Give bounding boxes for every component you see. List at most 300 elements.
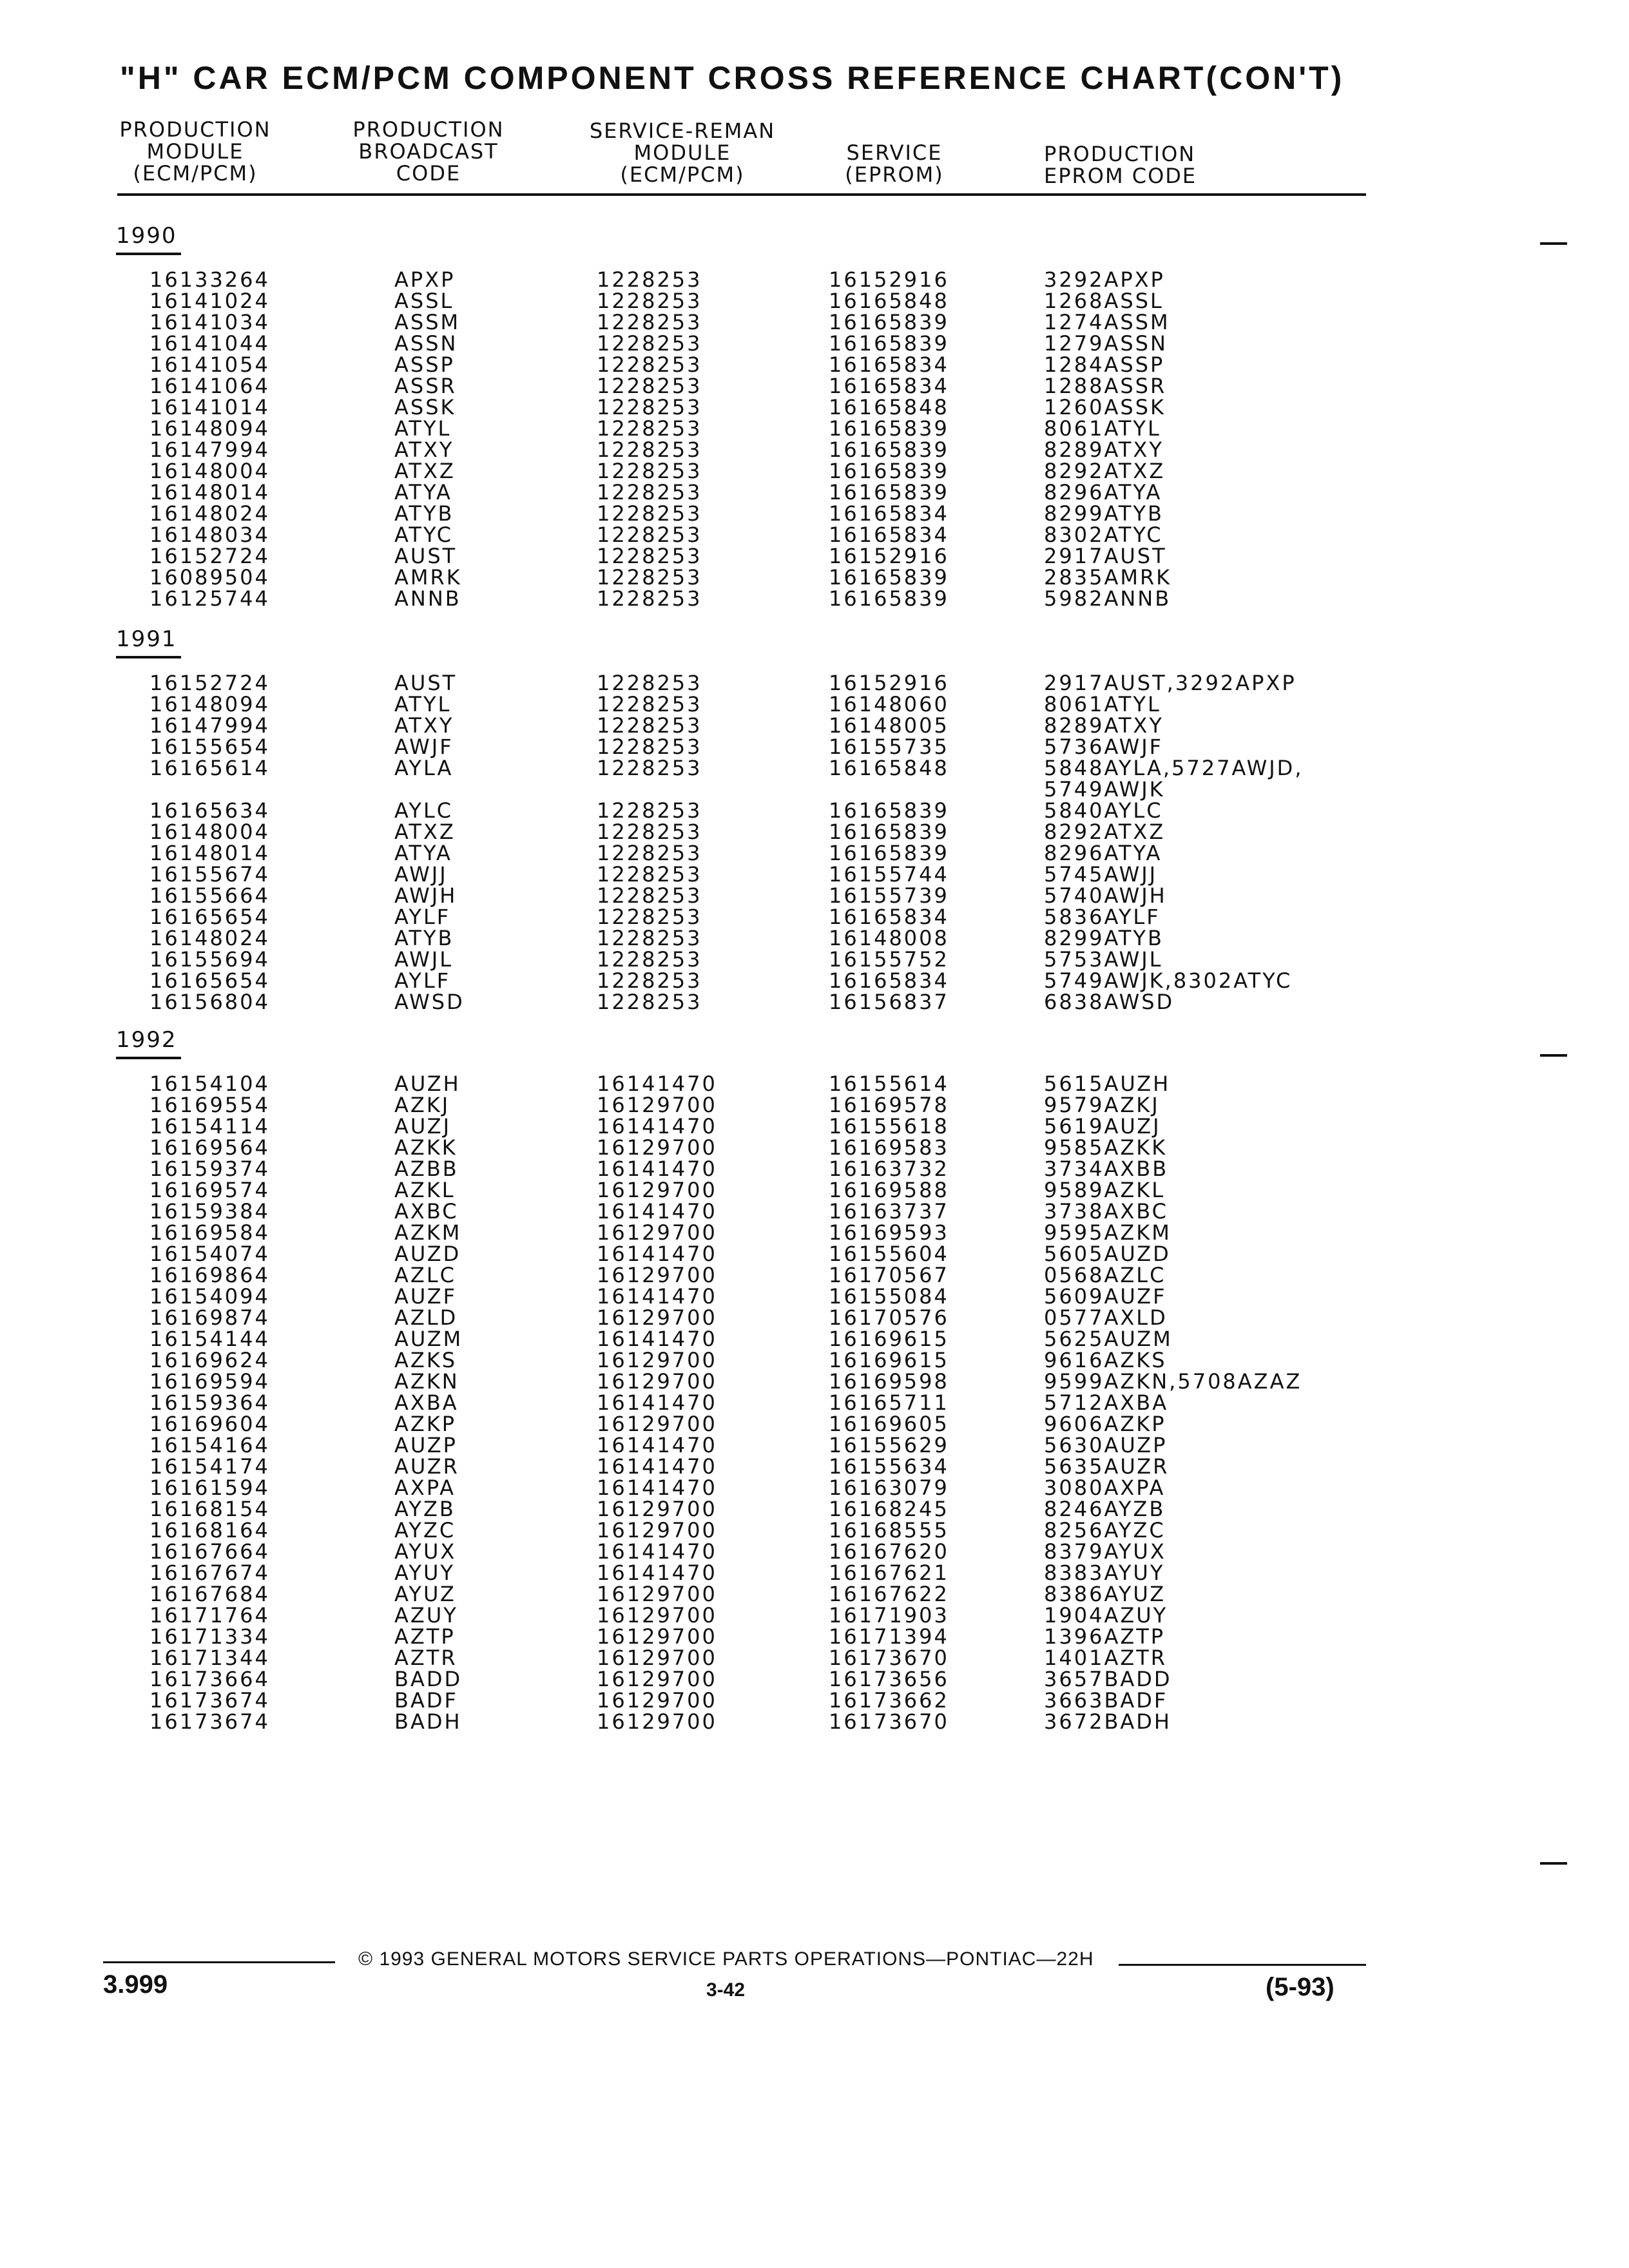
cell-broadcast-code: AXPA: [394, 1475, 456, 1500]
cell-service-reman-module: 1228253: [597, 416, 702, 441]
table-row: [0, 1541, 1629, 1562]
cell-broadcast-code: ATXZ: [394, 820, 456, 844]
cell-broadcast-code: ATXY: [394, 437, 454, 462]
cell-production-module: 16154074: [149, 1242, 270, 1266]
cell-production-eprom-code: 1279ASSN: [1044, 331, 1168, 356]
cell-production-module: 16089504: [149, 565, 270, 590]
cell-broadcast-code: AZTP: [394, 1624, 456, 1649]
cell-broadcast-code: ASSP: [394, 352, 455, 377]
cell-production-module: 16156804: [149, 990, 270, 1014]
cell-service-eprom: 16169605: [829, 1412, 949, 1436]
cell-service-eprom: 16173662: [829, 1688, 949, 1713]
cell-production-module: 16154114: [149, 1114, 270, 1139]
cell-broadcast-code: AWJL: [394, 947, 454, 972]
cell-service-eprom: 16165711: [829, 1390, 949, 1415]
cell-broadcast-code: AYZB: [394, 1497, 456, 1521]
cell-production-eprom-code: 5712AXBA: [1044, 1390, 1169, 1415]
cell-production-module: 16161594: [149, 1475, 270, 1500]
cell-broadcast-code: ASSM: [394, 310, 461, 334]
cell-service-reman-module: 1228253: [597, 905, 702, 929]
cell-service-eprom: 16155084: [829, 1284, 949, 1309]
table-row: [0, 376, 1629, 397]
cell-service-reman-module: 1228253: [597, 565, 702, 590]
cell-production-eprom-code: 9585AZKK: [1044, 1135, 1168, 1160]
cell-production-eprom-code: 5625AUZM: [1044, 1327, 1173, 1351]
cell-service-reman-module: 1228253: [597, 437, 702, 462]
cell-broadcast-code: AUZP: [394, 1433, 458, 1457]
cell-production-eprom-code: 1268ASSL: [1044, 289, 1164, 313]
cell-service-eprom: 16155604: [829, 1242, 949, 1266]
cell-service-eprom: 16170576: [829, 1305, 949, 1330]
cell-service-reman-module: 16141470: [597, 1284, 717, 1309]
cell-production-module: 16148024: [149, 926, 270, 950]
cell-broadcast-code: ATYB: [394, 501, 454, 526]
footer-page-number: 3-42: [706, 1979, 746, 2001]
cell-service-reman-module: 1228253: [597, 947, 702, 972]
table-row: [0, 1307, 1629, 1329]
cell-production-eprom-code: 5635AUZR: [1044, 1454, 1170, 1479]
table-row: [0, 885, 1629, 907]
cell-broadcast-code: AWJJ: [394, 862, 448, 887]
table-row: [0, 1562, 1629, 1584]
cell-service-reman-module: 1228253: [597, 331, 702, 356]
cell-broadcast-code: AZKN: [394, 1369, 459, 1394]
cell-production-eprom-code: 3672BADH: [1044, 1709, 1171, 1734]
cell-production-eprom-code: 1284ASSP: [1044, 352, 1165, 377]
cell-production-module: 16169574: [149, 1178, 270, 1202]
cell-broadcast-code: APXP: [394, 267, 456, 292]
cell-service-eprom: 16155614: [829, 1072, 949, 1096]
cell-production-module: 16148024: [149, 501, 270, 526]
cell-production-module: 16148014: [149, 841, 270, 865]
cell-service-eprom: 16169598: [829, 1369, 949, 1394]
table-row: [0, 1073, 1629, 1095]
cell-service-eprom: 16165834: [829, 374, 949, 398]
cell-service-eprom: 16165834: [829, 501, 949, 526]
cell-service-reman-module: 16129700: [597, 1624, 717, 1649]
cell-production-module: 16148034: [149, 523, 270, 547]
cell-broadcast-code: ASSL: [394, 289, 454, 313]
cell-service-reman-module: 1228253: [597, 862, 702, 887]
cell-production-module: 16148004: [149, 820, 270, 844]
cell-service-eprom: 16163079: [829, 1475, 949, 1500]
cell-service-reman-module: 1228253: [597, 798, 702, 823]
cell-broadcast-code: ATYL: [394, 692, 452, 716]
cell-service-eprom: 16168245: [829, 1497, 949, 1521]
cell-service-reman-module: 1228253: [597, 374, 702, 398]
cell-broadcast-code: AWJF: [394, 735, 454, 759]
table-row: [0, 970, 1629, 992]
cell-production-module: 16155694: [149, 947, 270, 972]
cell-production-module: 16167684: [149, 1582, 270, 1606]
header-production-broadcast-code: PRODUCTION BROADCAST CODE: [352, 117, 505, 186]
table-row: [0, 1648, 1629, 1669]
table-row: [0, 907, 1629, 928]
cell-service-eprom: 16165848: [829, 756, 949, 780]
table-row: [0, 1435, 1629, 1456]
cell-production-module: 16154174: [149, 1454, 270, 1479]
cell-service-eprom: 16165834: [829, 905, 949, 929]
cell-broadcast-code: ATYC: [394, 523, 454, 547]
cell-service-eprom: 16155629: [829, 1433, 949, 1457]
cell-production-module: 16173674: [149, 1688, 270, 1713]
cell-service-eprom: 16167622: [829, 1582, 949, 1606]
cell-production-eprom-code: 5609AUZF: [1044, 1284, 1167, 1309]
cell-production-module: 16148094: [149, 416, 270, 441]
cell-production-module: 16171764: [149, 1603, 270, 1628]
cell-production-module: 16155674: [149, 862, 270, 887]
cell-production-eprom-code: 8061ATYL: [1044, 416, 1161, 441]
cell-service-reman-module: 16129700: [597, 1603, 717, 1628]
cell-broadcast-code: AWSD: [394, 990, 465, 1014]
table-row: [0, 800, 1629, 822]
table-row: [0, 397, 1629, 418]
cell-service-eprom: 16163737: [829, 1199, 949, 1224]
cell-production-module: 16147994: [149, 713, 270, 738]
cell-production-eprom-code: 5982ANNB: [1044, 586, 1171, 611]
cell-service-eprom: 16165848: [829, 289, 949, 313]
cell-production-eprom-code: 1274ASSM: [1044, 310, 1170, 334]
cell-production-eprom-code: 5630AUZP: [1044, 1433, 1168, 1457]
cell-service-eprom: 16165848: [829, 395, 949, 419]
header-service-reman-module: SERVICE-REMAN MODULE (ECM/PCM): [589, 119, 776, 187]
table-row: [0, 1201, 1629, 1222]
table-row: [0, 269, 1629, 291]
cell-production-module: 16171344: [149, 1646, 270, 1670]
cell-production-eprom-code: 5740AWJH: [1044, 883, 1167, 908]
cell-production-eprom-code: 8386AYUZ: [1044, 1582, 1166, 1606]
cell-production-module: 16169624: [149, 1348, 270, 1372]
cell-service-reman-module: 16129700: [597, 1412, 717, 1436]
table-row: [0, 1520, 1629, 1541]
cell-production-eprom-code: 5619AUZJ: [1044, 1114, 1161, 1139]
cell-broadcast-code: AUZH: [394, 1072, 461, 1096]
cell-broadcast-code: BADH: [394, 1709, 462, 1734]
cell-broadcast-code: AUZR: [394, 1454, 459, 1479]
cell-broadcast-code: AWJH: [394, 883, 458, 908]
cell-service-eprom: 16165839: [829, 331, 949, 356]
cell-service-reman-module: 16129700: [597, 1667, 717, 1691]
cell-service-eprom: 16165834: [829, 352, 949, 377]
table-row: [0, 1116, 1629, 1137]
cell-production-eprom-code: 8299ATYB: [1044, 501, 1164, 526]
cell-service-eprom: 16165839: [829, 480, 949, 505]
cell-production-module: 16147994: [149, 437, 270, 462]
table-row: [0, 567, 1629, 588]
year-heading: 1991: [116, 626, 177, 652]
cell-production-eprom-code: 8302ATYC: [1044, 523, 1163, 547]
cell-service-eprom: 16173656: [829, 1667, 949, 1691]
cell-production-eprom-code: 8289ATXY: [1044, 713, 1164, 738]
cell-broadcast-code: AYUX: [394, 1539, 457, 1564]
cell-service-eprom: 16165834: [829, 523, 949, 547]
cell-broadcast-code: ASSR: [394, 374, 457, 398]
cell-production-module: 16141034: [149, 310, 270, 334]
cell-production-module: 16168164: [149, 1518, 270, 1542]
cell-service-eprom: 16155735: [829, 735, 949, 759]
cell-production-module: 16169864: [149, 1263, 270, 1287]
cell-service-eprom: 16155618: [829, 1114, 949, 1139]
cell-production-module: 16159364: [149, 1390, 270, 1415]
table-row: [0, 1244, 1629, 1265]
cell-production-eprom-code: 8246AYZB: [1044, 1497, 1166, 1521]
cell-production-eprom-code: 8061ATYL: [1044, 692, 1161, 716]
cell-production-eprom-code: 0568AZLC: [1044, 1263, 1166, 1287]
table-row: [0, 1414, 1629, 1435]
table-row: [0, 1158, 1629, 1180]
cell-production-eprom-code: 9599AZKN,5708AZAZ: [1044, 1369, 1302, 1394]
cell-production-eprom-code: 8383AYUY: [1044, 1561, 1165, 1585]
cell-service-eprom: 16169583: [829, 1135, 949, 1160]
cell-broadcast-code: ATYB: [394, 926, 454, 950]
cell-service-reman-module: 1228253: [597, 480, 702, 505]
cell-service-eprom: 16148008: [829, 926, 949, 950]
footer-copyright: © 1993 GENERAL MOTORS SERVICE PARTS OPERATIONS—PONTIAC—22H: [358, 1948, 1094, 1970]
cell-production-eprom-code: 2917AUST: [1044, 544, 1167, 568]
cell-production-module: 16154104: [149, 1072, 270, 1096]
cell-service-reman-module: 16141470: [597, 1327, 717, 1351]
table-row: [0, 1371, 1629, 1392]
cell-production-module: 16165654: [149, 968, 270, 993]
cell-service-reman-module: 1228253: [597, 713, 702, 738]
table-row: [0, 1392, 1629, 1414]
cell-service-reman-module: 16141470: [597, 1157, 717, 1181]
cell-production-module: 16169584: [149, 1220, 270, 1245]
cell-service-reman-module: 1228253: [597, 735, 702, 759]
header-service-eprom: SERVICE (EPROM): [845, 140, 944, 187]
cell-production-eprom-code: 3734AXBB: [1044, 1157, 1169, 1181]
table-row: [0, 694, 1629, 715]
cell-production-module: 16152724: [149, 671, 270, 695]
cell-broadcast-code: AUST: [394, 671, 458, 695]
table-row: [0, 588, 1629, 610]
cell-broadcast-code: AUZF: [394, 1284, 458, 1309]
cell-broadcast-code: BADF: [394, 1688, 458, 1713]
cell-service-eprom: 16155752: [829, 947, 949, 972]
header-production-eprom-code: PRODUCTION EPROM CODE: [1044, 142, 1197, 188]
cell-broadcast-code: ASSN: [394, 331, 458, 356]
margin-mark: [1540, 1054, 1567, 1057]
cell-production-module: 16154164: [149, 1433, 270, 1457]
cell-service-reman-module: 16141470: [597, 1475, 717, 1500]
cell-production-eprom-code: 8296ATYA: [1044, 480, 1162, 505]
cell-service-reman-module: 1228253: [597, 501, 702, 526]
cell-production-eprom-code: 5615AUZH: [1044, 1072, 1171, 1096]
table-row: [0, 758, 1629, 779]
cell-service-reman-module: 16141470: [597, 1242, 717, 1266]
table-row: [0, 1456, 1629, 1477]
cell-service-reman-module: 1228253: [597, 820, 702, 844]
cell-service-eprom: 16171903: [829, 1603, 949, 1628]
table-row: [0, 1584, 1629, 1605]
header-rule: [117, 193, 1366, 196]
cell-production-eprom-code: 1396AZTP: [1044, 1624, 1166, 1649]
footer-date: (5-93): [1266, 1973, 1335, 2001]
cell-broadcast-code: AZKJ: [394, 1093, 450, 1117]
cell-broadcast-code: AZKK: [394, 1135, 458, 1160]
cell-broadcast-code: AUST: [394, 544, 458, 568]
cell-production-module: 16169604: [149, 1412, 270, 1436]
table-row: [0, 524, 1629, 546]
cell-broadcast-code: AUZD: [394, 1242, 461, 1266]
cell-production-module: 16169564: [149, 1135, 270, 1160]
cell-production-module: 16141024: [149, 289, 270, 313]
cell-service-reman-module: 16141470: [597, 1072, 717, 1096]
table-row: [0, 864, 1629, 885]
cell-production-eprom-code: 0577AXLD: [1044, 1305, 1168, 1330]
cell-service-eprom: 16168555: [829, 1518, 949, 1542]
footer-rule-right: [1119, 1964, 1366, 1966]
cell-broadcast-code: ANNB: [394, 586, 461, 611]
table-row: [0, 1222, 1629, 1244]
cell-broadcast-code: ASSK: [394, 395, 456, 419]
cell-production-module: 16155664: [149, 883, 270, 908]
cell-service-eprom: 16165839: [829, 565, 949, 590]
cell-service-reman-module: 16141470: [597, 1454, 717, 1479]
cell-production-eprom-code: 5749AWJK,8302ATYC: [1044, 968, 1293, 993]
cell-broadcast-code: BADD: [394, 1667, 463, 1691]
cell-broadcast-code: AMRK: [394, 565, 462, 590]
cell-service-reman-module: 16129700: [597, 1497, 717, 1521]
cell-service-reman-module: 1228253: [597, 692, 702, 716]
cell-production-module: 16148094: [149, 692, 270, 716]
cell-service-reman-module: 16129700: [597, 1369, 717, 1394]
cell-production-module: 16125744: [149, 586, 270, 611]
cell-service-eprom: 16173670: [829, 1709, 949, 1734]
cell-production-eprom-code: 8289ATXY: [1044, 437, 1164, 462]
table-row: [0, 1137, 1629, 1158]
cell-broadcast-code: AYLA: [394, 756, 454, 780]
cell-production-eprom-code: 9616AZKS: [1044, 1348, 1167, 1372]
year-heading: 1990: [116, 223, 177, 249]
cell-production-module: 16173664: [149, 1667, 270, 1691]
cell-production-eprom-code: 5848AYLA,5727AWJD,: [1044, 756, 1304, 780]
cell-production-eprom-code: 9589AZKL: [1044, 1178, 1166, 1202]
table-row: [0, 928, 1629, 949]
footer-rule-left: [103, 1961, 335, 1963]
cell-broadcast-code: AUZM: [394, 1327, 463, 1351]
cell-service-reman-module: 16129700: [597, 1518, 717, 1542]
cell-service-eprom: 16148005: [829, 713, 949, 738]
cell-service-eprom: 16167620: [829, 1539, 949, 1564]
footer-copyright-line: [103, 1948, 1366, 1974]
cell-broadcast-code: AYLF: [394, 968, 451, 993]
cell-service-eprom: 16152916: [829, 267, 949, 292]
cell-production-eprom-code: 5836AYLF: [1044, 905, 1161, 929]
table-row: [0, 1265, 1629, 1286]
cell-broadcast-code: AZTR: [394, 1646, 458, 1670]
cell-production-eprom-code: 8292ATXZ: [1044, 459, 1166, 483]
table-row: [0, 715, 1629, 736]
cell-service-eprom: 16156837: [829, 990, 949, 1014]
cell-production-eprom-code: 2917AUST,3292APXP: [1044, 671, 1296, 695]
cell-production-eprom-code: 1260ASSK: [1044, 395, 1166, 419]
footer-section-number: 3.999: [103, 1970, 168, 1999]
cell-production-eprom-code: 1288ASSR: [1044, 374, 1167, 398]
cell-service-eprom: 16165839: [829, 820, 949, 844]
cell-production-module: 16169874: [149, 1305, 270, 1330]
cell-service-eprom: 16165839: [829, 841, 949, 865]
cell-service-eprom: 16155634: [829, 1454, 949, 1479]
cell-service-reman-module: 1228253: [597, 289, 702, 313]
table-row: [0, 354, 1629, 376]
cell-service-reman-module: 16141470: [597, 1199, 717, 1224]
cell-service-reman-module: 1228253: [597, 841, 702, 865]
table-row: [0, 291, 1629, 312]
cell-production-module: 16141014: [149, 395, 270, 419]
cell-production-module: 16168154: [149, 1497, 270, 1521]
cell-service-eprom: 16170567: [829, 1263, 949, 1287]
cell-service-reman-module: 16129700: [597, 1263, 717, 1287]
cell-production-eprom-code: 9606AZKP: [1044, 1412, 1166, 1436]
cell-service-reman-module: 16129700: [597, 1646, 717, 1670]
cell-service-reman-module: 16129700: [597, 1709, 717, 1734]
cell-broadcast-code: AUZJ: [394, 1114, 452, 1139]
cell-service-eprom: 16173670: [829, 1646, 949, 1670]
cell-service-reman-module: 1228253: [597, 990, 702, 1014]
cell-production-eprom-code: 9579AZKJ: [1044, 1093, 1160, 1117]
cell-production-eprom-code: 8292ATXZ: [1044, 820, 1166, 844]
table-row: [0, 1669, 1629, 1690]
table-row: [0, 439, 1629, 461]
cell-production-module: 16141064: [149, 374, 270, 398]
table-row: [0, 1690, 1629, 1711]
cell-service-eprom: 16155744: [829, 862, 949, 887]
cell-production-module: 16171334: [149, 1624, 270, 1649]
cell-production-module: 16159384: [149, 1199, 270, 1224]
table-row: [0, 1329, 1629, 1350]
cell-service-reman-module: 16141470: [597, 1561, 717, 1585]
cell-service-eprom: 16152916: [829, 671, 949, 695]
cell-broadcast-code: AZUY: [394, 1603, 458, 1628]
cell-production-eprom-code: 6838AWSD: [1044, 990, 1175, 1014]
cell-production-module: 16165634: [149, 798, 270, 823]
cell-production-eprom-code: 3080AXPA: [1044, 1475, 1166, 1500]
cell-broadcast-code: AZKM: [394, 1220, 462, 1245]
cell-production-module: 16173674: [149, 1709, 270, 1734]
cell-service-reman-module: 1228253: [597, 395, 702, 419]
table-row: [0, 822, 1629, 843]
cell-production-eprom-code: 8299ATYB: [1044, 926, 1164, 950]
cell-broadcast-code: AXBC: [394, 1199, 459, 1224]
cell-broadcast-code: AZKL: [394, 1178, 456, 1202]
table-row: [0, 482, 1629, 503]
cell-production-eprom-code: 1904AZUY: [1044, 1603, 1168, 1628]
table-row: [0, 736, 1629, 758]
cell-service-reman-module: 16129700: [597, 1178, 717, 1202]
table-row: [0, 1180, 1629, 1201]
cell-service-eprom: 16169615: [829, 1327, 949, 1351]
cell-broadcast-code: AZLC: [394, 1263, 456, 1287]
table-row: [0, 1286, 1629, 1307]
cell-service-reman-module: 1228253: [597, 544, 702, 568]
cell-service-reman-module: 16129700: [597, 1305, 717, 1330]
cell-broadcast-code: AZLD: [394, 1305, 458, 1330]
cell-service-reman-module: 1228253: [597, 926, 702, 950]
cell-production-module: 16154144: [149, 1327, 270, 1351]
cell-production-eprom-code: 2835AMRK: [1044, 565, 1172, 590]
table-row: [0, 1095, 1629, 1116]
cell-service-reman-module: 16129700: [597, 1135, 717, 1160]
table-row: [0, 843, 1629, 864]
year-heading: 1992: [116, 1027, 177, 1053]
cell-service-reman-module: 1228253: [597, 352, 702, 377]
cell-production-eprom-code: 8256AYZC: [1044, 1518, 1166, 1542]
table-row: [0, 949, 1629, 970]
cell-service-eprom: 16169588: [829, 1178, 949, 1202]
cell-production-eprom-code: 5753AWJL: [1044, 947, 1163, 972]
margin-mark: [1540, 242, 1567, 245]
